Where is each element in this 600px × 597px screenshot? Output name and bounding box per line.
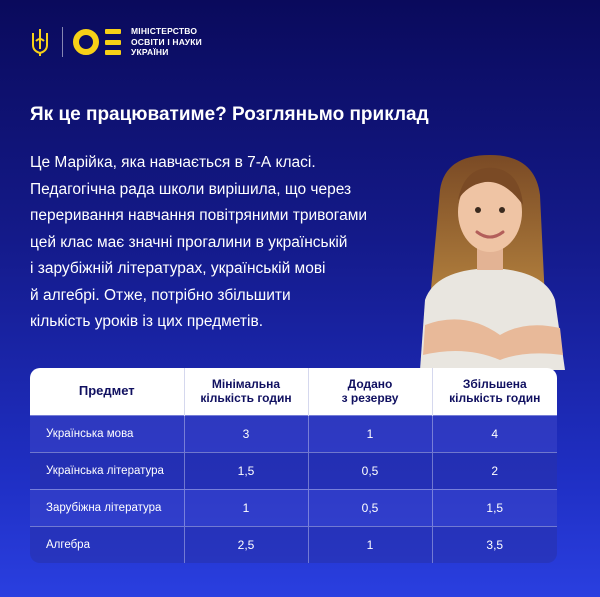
paragraph-line: і зарубіжній літературах, українській мові xyxy=(30,260,326,277)
header-divider xyxy=(62,27,63,57)
trident-icon xyxy=(30,27,50,57)
column-header-increased-hours: Збільшена кількість годин xyxy=(432,368,557,415)
cell-min-hours: 1 xyxy=(184,489,308,526)
table-header-row xyxy=(30,368,557,415)
cell-increased-hours: 2 xyxy=(432,452,557,489)
paragraph-line: Це Марійка, яка навчається в 7-А класі. xyxy=(30,154,316,171)
page-title: Як це працюватиме? Розгляньмо приклад xyxy=(30,104,429,125)
cell-reserve: 0,5 xyxy=(308,452,432,489)
cell-increased-hours: 1,5 xyxy=(432,489,557,526)
table-row xyxy=(30,415,557,452)
subjects-table xyxy=(30,368,557,563)
cell-increased-hours: 3,5 xyxy=(432,526,557,563)
cell-min-hours: 3 xyxy=(184,415,308,452)
cell-subject: Українська література xyxy=(30,452,184,489)
cell-increased-hours: 4 xyxy=(432,415,557,452)
cell-reserve: 0,5 xyxy=(308,489,432,526)
header xyxy=(30,24,202,60)
table-row xyxy=(30,489,557,526)
ministry-name: МІНІСТЕРСТВО ОСВІТИ І НАУКИ УКРАЇНИ xyxy=(131,26,202,58)
description-paragraph xyxy=(30,150,430,336)
logo-o-icon xyxy=(73,29,99,55)
cell-subject: Українська мова xyxy=(30,415,184,452)
paragraph-line: й алгебрі. Отже, потрібно збільшити xyxy=(30,286,291,304)
column-header-reserve: Додано з резерву xyxy=(308,368,432,415)
logo-e-icon xyxy=(105,29,121,55)
paragraph-line: кількість уроків із цих предметів. xyxy=(30,313,264,330)
cell-min-hours: 1,5 xyxy=(184,452,308,489)
column-header-subject: Предмет xyxy=(30,368,184,415)
cell-reserve: 1 xyxy=(308,526,432,563)
column-header-min-hours: Мінімальна кількість годин xyxy=(184,368,308,415)
cell-subject: Алгебра xyxy=(30,526,184,563)
paragraph-line: Педагогічна рада школи вирішила, що через xyxy=(30,180,352,198)
paragraph-line: цей клас має значні прогалини в українській xyxy=(30,233,348,251)
student-photo xyxy=(405,150,575,370)
cell-reserve: 1 xyxy=(308,415,432,452)
table-row xyxy=(30,526,557,563)
table-row xyxy=(30,452,557,489)
cell-min-hours: 2,5 xyxy=(184,526,308,563)
paragraph-line: переривання навчання повітряними тривогами xyxy=(30,207,368,224)
cell-subject: Зарубіжна література xyxy=(30,489,184,526)
